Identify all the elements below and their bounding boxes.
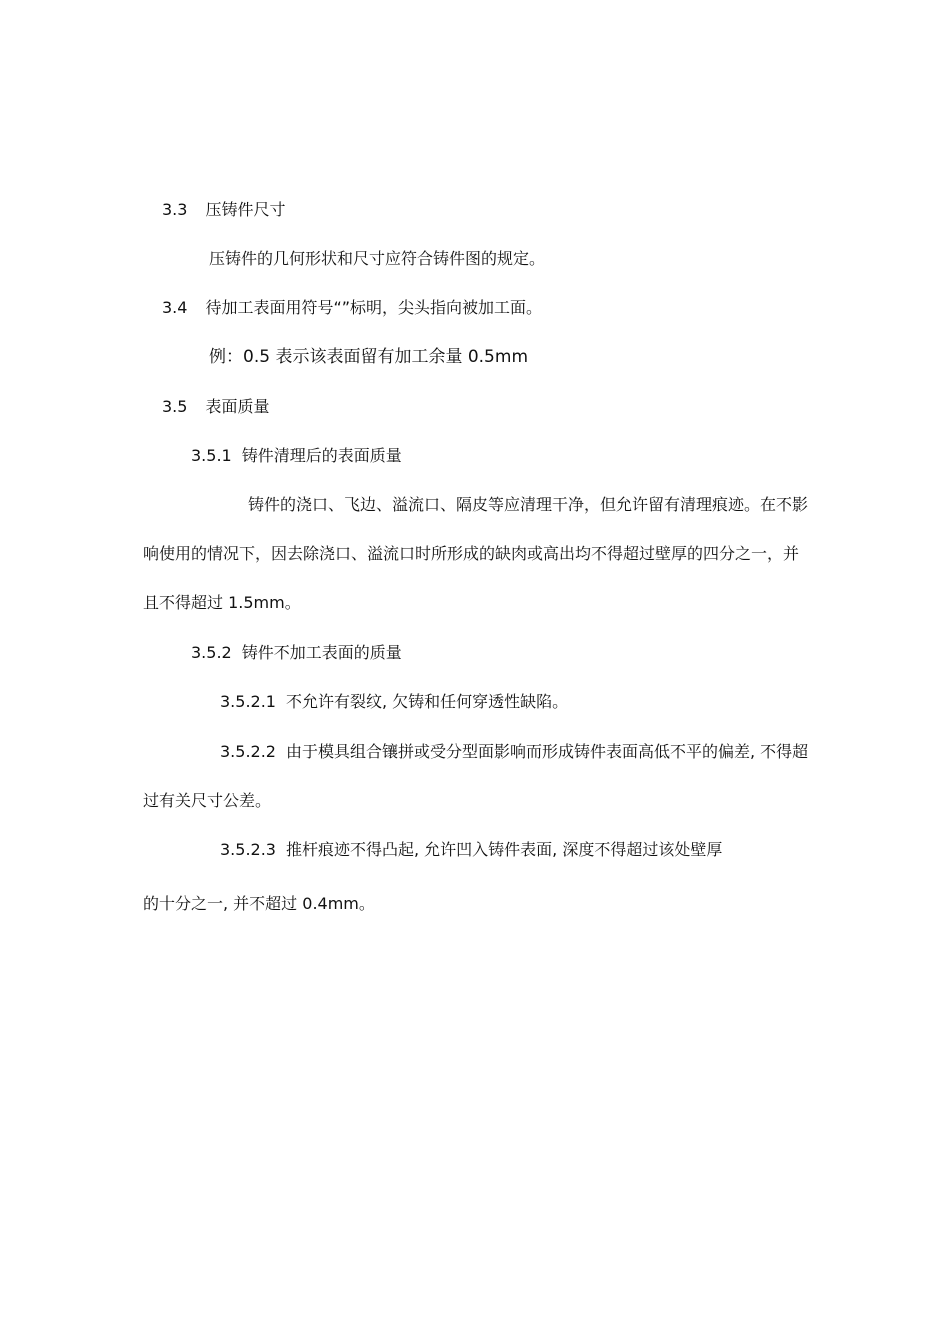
section-number: 3.5.2.1 xyxy=(220,692,276,711)
section-3-5-2-2-continuation: 过有关尺寸公差。 xyxy=(143,791,272,810)
section-number: 3.5 xyxy=(162,397,188,416)
section-title: 铸件不加工表面的质量 xyxy=(241,643,402,662)
section-title: 铸件清理后的表面质量 xyxy=(241,446,402,465)
section-3-5-2-3-continuation: 的十分之一, 并不超过 0.4mm。 xyxy=(143,894,375,913)
paragraph-line: 铸件的浇口、飞边、溢流口、隔皮等应清理干净，但允许留有清理痕迹。在不影 xyxy=(248,495,809,514)
section-text: 推杆痕迹不得凸起, 允许凹入铸件表面, 深度不得超过该处壁厚 xyxy=(285,840,723,859)
paragraph-line: 且不得超过 1.5mm。 xyxy=(143,593,301,612)
section-number: 3.5.1 xyxy=(191,446,232,465)
section-3-3-heading xyxy=(162,200,285,220)
paragraph-line: 响使用的情况下，因去除浇口、溢流口时所形成的缺肉或高出均不得超过壁厚的四分之一，并 xyxy=(143,544,800,563)
section-3-4-heading xyxy=(162,298,542,318)
section-3-5-1-heading xyxy=(191,446,402,466)
section-text: 不允许有裂纹, 欠铸和任何穿透性缺陷。 xyxy=(285,692,569,711)
section-3-4-example: 例：0.5 表示该表面留有加工余量 0.5mm xyxy=(209,347,528,367)
section-number: 3.5.2 xyxy=(191,643,232,662)
section-number: 3.4 xyxy=(162,298,188,317)
section-text: 待加工表面用符号“”标明，尖头指向被加工面。 xyxy=(205,298,543,317)
section-3-5-2-3 xyxy=(220,840,722,860)
section-3-5-2-1 xyxy=(220,692,568,712)
section-title: 表面质量 xyxy=(205,397,270,416)
section-number: 3.3 xyxy=(162,200,188,219)
section-3-3-body: 压铸件的几何形状和尺寸应符合铸件图的规定。 xyxy=(209,249,546,268)
section-number: 3.5.2.2 xyxy=(220,742,276,761)
section-number: 3.5.2.3 xyxy=(220,840,276,859)
section-3-5-heading xyxy=(162,397,269,417)
section-3-5-2-2 xyxy=(220,742,808,762)
section-title: 压铸件尺寸 xyxy=(205,200,286,219)
section-3-5-2-heading xyxy=(191,643,402,663)
section-text: 由于模具组合镶拼或受分型面影响而形成铸件表面高低不平的偏差, 不得超 xyxy=(285,742,809,761)
